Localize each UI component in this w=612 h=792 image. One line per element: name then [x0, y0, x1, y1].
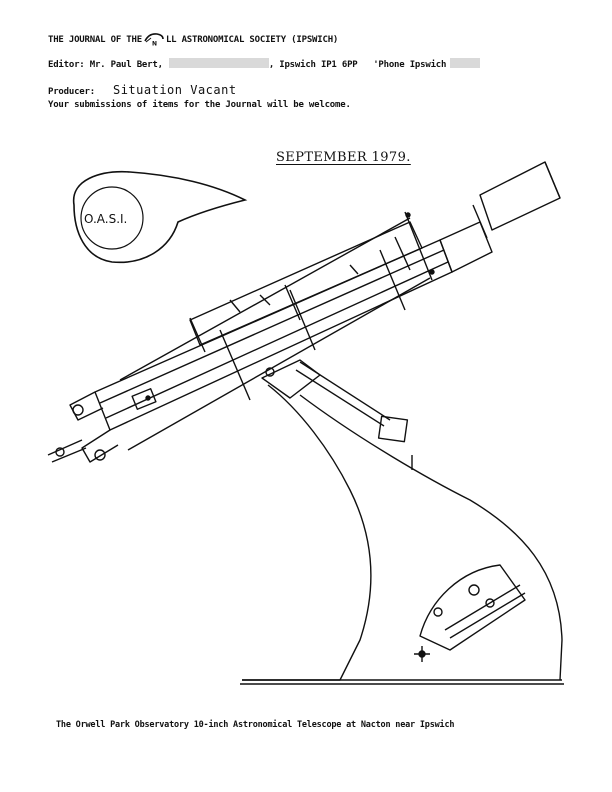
comet-logo-icon: [74, 172, 245, 263]
submissions-note: Your submissions of items for the Journal will be welcome.: [48, 100, 351, 110]
phone-label: 'Phone Ipswich: [373, 60, 447, 70]
logo-label: O.A.S.I.: [84, 212, 128, 226]
editor-city: , Ipswich IP1 6PP: [268, 60, 358, 70]
producer-value: Situation Vacant: [112, 83, 237, 97]
svg-text:N: N: [151, 40, 157, 46]
producer-label: Producer:: [48, 87, 95, 97]
editor-label: Editor:: [48, 60, 85, 70]
issue-date: SEPTEMBER 1979.: [276, 150, 411, 165]
illustration-caption: The Orwell Park Observatory 10-inch Astronomical Telescope at Nacton near Ipswich: [56, 720, 455, 730]
journal-title-right: LL ASTRONOMICAL SOCIETY (IPSWICH): [165, 35, 339, 45]
journal-title-left: THE JOURNAL OF THE: [48, 35, 142, 45]
editor-name: Mr. Paul Bert,: [89, 60, 163, 70]
telescope-drawing-icon: [48, 162, 564, 684]
